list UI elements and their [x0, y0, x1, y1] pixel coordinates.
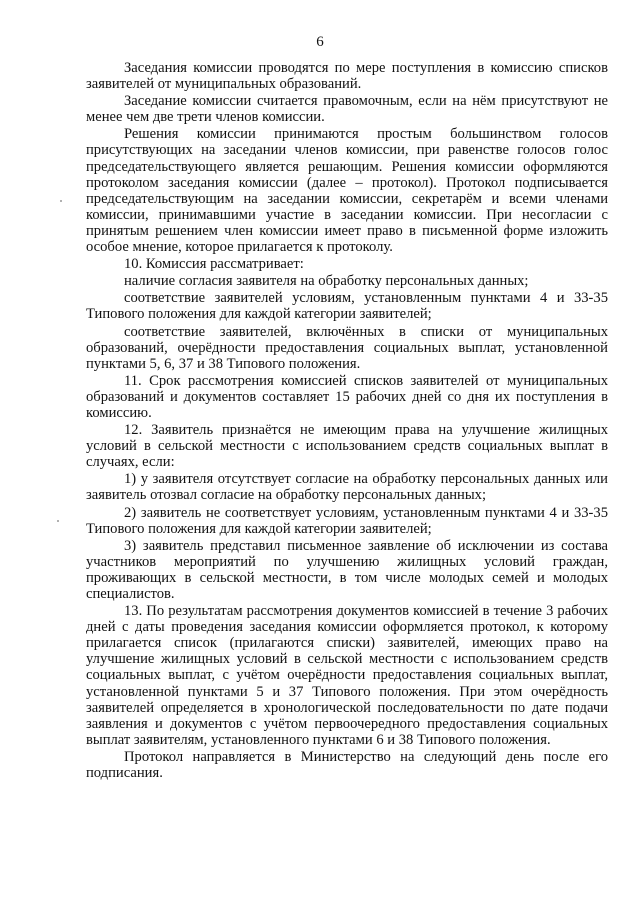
paragraph: 12. Заявитель признаётся не имеющим права на улучшение жилищных условий в сельской местности с использованием средств социальных выплат в случаях, если:: [86, 422, 608, 471]
scan-artifact: [57, 520, 59, 522]
paragraph: 10. Комиссия рассматривает:: [124, 256, 304, 273]
paragraph: соответствие заявителей условиям, установленным пунктами 4 и 33-35 Типового положения для каждой категории заявителей;: [86, 290, 608, 323]
paragraph: 1) у заявителя отсутствует согласие на обработку персональных данных или заявитель отозвал согласие на обработку персональных данных;: [86, 471, 608, 504]
paragraph: Протокол направляется в Министерство на следующий день после его подписания.: [86, 748, 608, 782]
paragraph: Решения комиссии принимаются простым большинством голосов присутствующих на заседании членов комиссии, при равенстве голосов голос председательствующего является решающим. Решения комиссии оформляются протоколом заседания комиссии (далее – протокол). Протокол подписывается председательствующим на заседании комиссии, секретарём и всеми членами комиссии, принимавшими участие в заседании комиссии. При несогласии с принятым решением член комиссии имеет право в письменной форме изложить особое мнение, которое прилагается к протоколу.: [86, 126, 608, 256]
paragraph: 3) заявитель представил письменное заявление об исключении из состава участников мероприятий по улучшению жилищных условий граждан, проживающих в сельской местности, в том числе молодых семей и молодых специалистов.: [86, 537, 608, 602]
scan-artifact: [60, 200, 62, 202]
paragraph: Заседания комиссии проводятся по мере поступления в комиссию списков заявителей от муниципальных образований.: [86, 60, 608, 93]
paragraph: наличие согласия заявителя на обработку персональных данных;: [124, 273, 529, 290]
document-body: [86, 60, 608, 781]
paragraph: 13. По результатам рассмотрения документов комиссией в течение 3 рабочих дней с даты проведения заседания комиссии оформляется протокол, к которому прилагается список (прилагаются списки) заявителей, имеющих право на улучшение жилищных условий в сельской местности с использованием средств социальных выплат, с учётом очерёдности предоставления социальных выплат, установленной пунктами 5 и 37 Типового положения. При этом очерёдность заявителей определяется в хронологической последовательности по дате подачи заявления и документов с учётом первоочередного предоставления социальных выплат заявителям, установленного пунктами 6 и 38 Типового положения.: [86, 603, 608, 748]
page-number: 6: [316, 34, 324, 50]
paragraph: 2) заявитель не соответствует условиям, установленным пунктами 4 и 33-35 Типового положения для каждой категории заявителей;: [86, 504, 608, 537]
paragraph: Заседание комиссии считается правомочным, если на нём присутствуют не менее чем две трети членов комиссии.: [86, 93, 608, 126]
paragraph: соответствие заявителей, включённых в списки от муниципальных образований, очерёдности предоставления социальных выплат, установленной пунктами 5, 6, 37 и 38 Типового положения.: [86, 323, 608, 372]
paragraph: 11. Срок рассмотрения комиссией списков заявителей от муниципальных образований и документов составляет 15 рабочих дней со дня их поступления в комиссию.: [86, 372, 608, 421]
